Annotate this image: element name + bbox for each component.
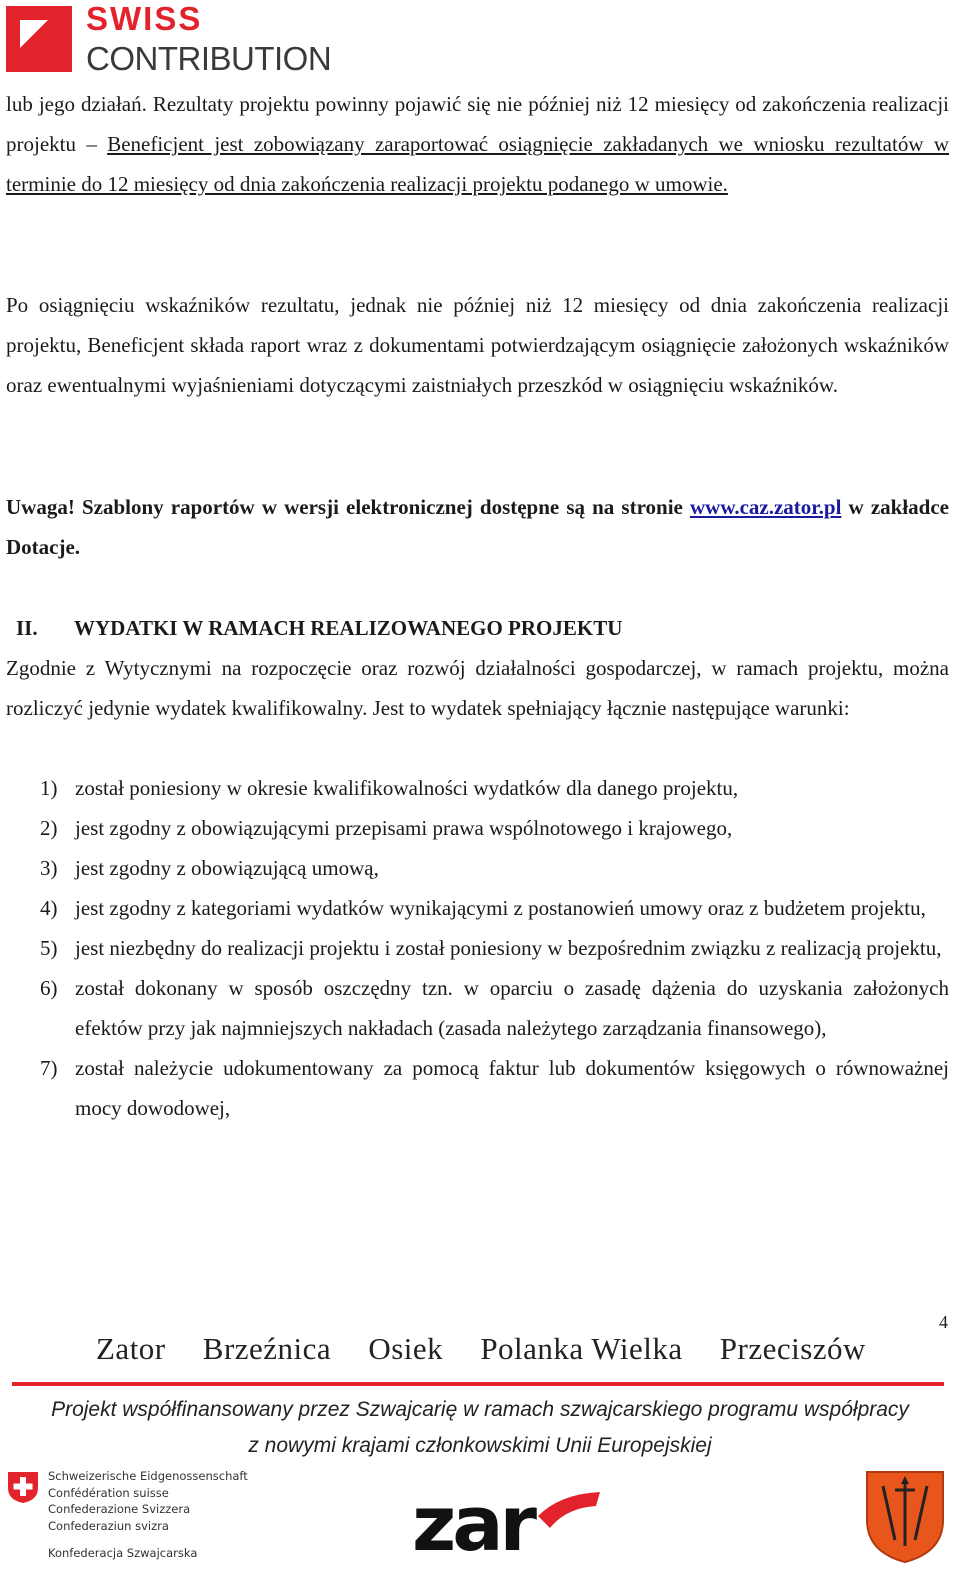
list-item (40, 1048, 949, 1128)
list-item-text: został należycie udokumentowany za pomocą faktur lub dokumentów księgowych o równoważnej mocy dowodowej, (75, 1056, 949, 1120)
swiss-contribution-logo (6, 0, 336, 77)
list-item (40, 848, 949, 888)
logo-swiss-text: SWISS (86, 0, 203, 37)
list-item-number: 4) (40, 896, 58, 920)
list-item-number: 6) (40, 976, 58, 1000)
cofinancing-note-line1: Projekt współfinansowany przez Szwajcarię w ramach szwajcarskiego programu współpracy (51, 1398, 909, 1421)
swiss-contribution-flag-icon (6, 6, 72, 72)
note-text: Uwaga! Szablony raportów w wersji elektronicznej dostępne są na stronie (6, 495, 690, 519)
list-item-text: został poniesiony w okresie kwalifikowalności wydatków dla danego projektu, (75, 776, 739, 800)
town-przeciszow: Przeciszów (719, 1331, 866, 1366)
section-intro: Zgodnie z Wytycznymi na rozpoczęcie oraz rozwój działalności gospodarczej, w ramach projektu, można rozliczyć jedynie wydatek kwalifikowalny. Jest to wydatek spełniający łącznie następujące warunki: (6, 656, 949, 720)
town-polanka-wielka: Polanka Wielka (480, 1331, 683, 1366)
list-item (40, 808, 949, 848)
cofinancing-note-line2: z nowymi krajami członkowskimi Unii Europejskiej (248, 1434, 712, 1457)
town-brzeznica: Brzeźnica (202, 1331, 332, 1366)
paragraph-results (6, 84, 949, 204)
list-item-text: został dokonany w sposób oszczędny tzn. w oparciu o zasadę dążenia do uzyskania założonych efektów przy jak najmniejszych nakładach (zasada należytego zarządzania finansowego), (75, 976, 949, 1040)
paragraph-results-lead: lub jego działań. Rezultaty projektu powinny pojawić się nie później niż 12 miesięcy od zakończenia realizacji projektu – (6, 92, 949, 156)
confederation-name-pl: Konfederacja Szwajcarska (48, 1546, 198, 1560)
towns-row (96, 1331, 866, 1367)
swiss-confederation-logo (6, 1468, 266, 1574)
footer-divider (12, 1382, 944, 1386)
confederation-name-de: Schweizerische Eidgenossenschaft (48, 1469, 248, 1483)
list-item (40, 968, 949, 1048)
list-item-number: 2) (40, 816, 58, 840)
swiss-shield-icon (6, 1470, 40, 1504)
list-item-number: 5) (40, 936, 58, 960)
note-website-link[interactable]: www.caz.zator.pl (689, 495, 842, 519)
town-zator: Zator (96, 1331, 166, 1366)
list-item (40, 768, 949, 808)
confederation-name-it: Confederazione Svizzera (48, 1502, 191, 1516)
section-heading (16, 608, 622, 648)
list-item-number: 1) (40, 776, 58, 800)
list-item-text: jest zgodny z obowiązującymi przepisami prawa wspólnotowego i krajowego, (75, 816, 733, 840)
paragraph-results-underlined: Beneficjent jest zobowiązany zaraportować osiągnięcie zakładanych we wniosku rezultatów w terminie do 12 miesięcy od dnia zakończenia realizacji projektu podanego w umowie. (6, 132, 950, 196)
section-title: WYDATKI W RAMACH REALIZOWANEGO PROJEKTU (74, 616, 623, 640)
confederation-name-fr: Confédération suisse (48, 1485, 169, 1500)
note-tail: w zakładce Dotacje. (6, 495, 949, 559)
conditions-list (40, 768, 949, 1128)
list-item-text: jest zgodny z kategoriami wydatków wynikającymi z postanowień umowy oraz z budżetem projektu, (75, 896, 926, 920)
confederation-names (48, 1468, 248, 1534)
list-item (40, 888, 949, 928)
zar-logo-text: zar (412, 1488, 533, 1558)
confederation-name-rm: Confederaziun svizra (48, 1518, 169, 1533)
paragraph-report: Po osiągnięciu wskaźników rezultatu, jednak nie później niż 12 miesięcy od dnia zakończenia realizacji projektu, Beneficjent składa raport wraz z dokumentami potwierdzającym osiągnięcie założonych wskaźników oraz ewentualnymi wyjaśnieniami dotyczącymi zaistniałych przeszkód w osiągnięciu wskaźników. (6, 293, 949, 397)
page-number: 4 (939, 1312, 948, 1332)
list-item (40, 928, 949, 968)
zar-logo (410, 1488, 610, 1558)
section-number: II. (16, 616, 38, 640)
town-osiek: Osiek (368, 1331, 444, 1366)
coat-of-arms-icon (865, 1468, 945, 1564)
note-paragraph (6, 487, 949, 567)
list-item-number: 7) (40, 1056, 58, 1080)
logo-contribution-text: CONTRIBUTION (86, 40, 332, 77)
list-item-text: jest zgodny z obowiązującą umową, (75, 856, 379, 880)
list-item-number: 3) (40, 856, 58, 880)
list-item-text: jest niezbędny do realizacji projektu i został poniesiony w bezpośrednim związku z realizacją projektu, (75, 936, 942, 960)
